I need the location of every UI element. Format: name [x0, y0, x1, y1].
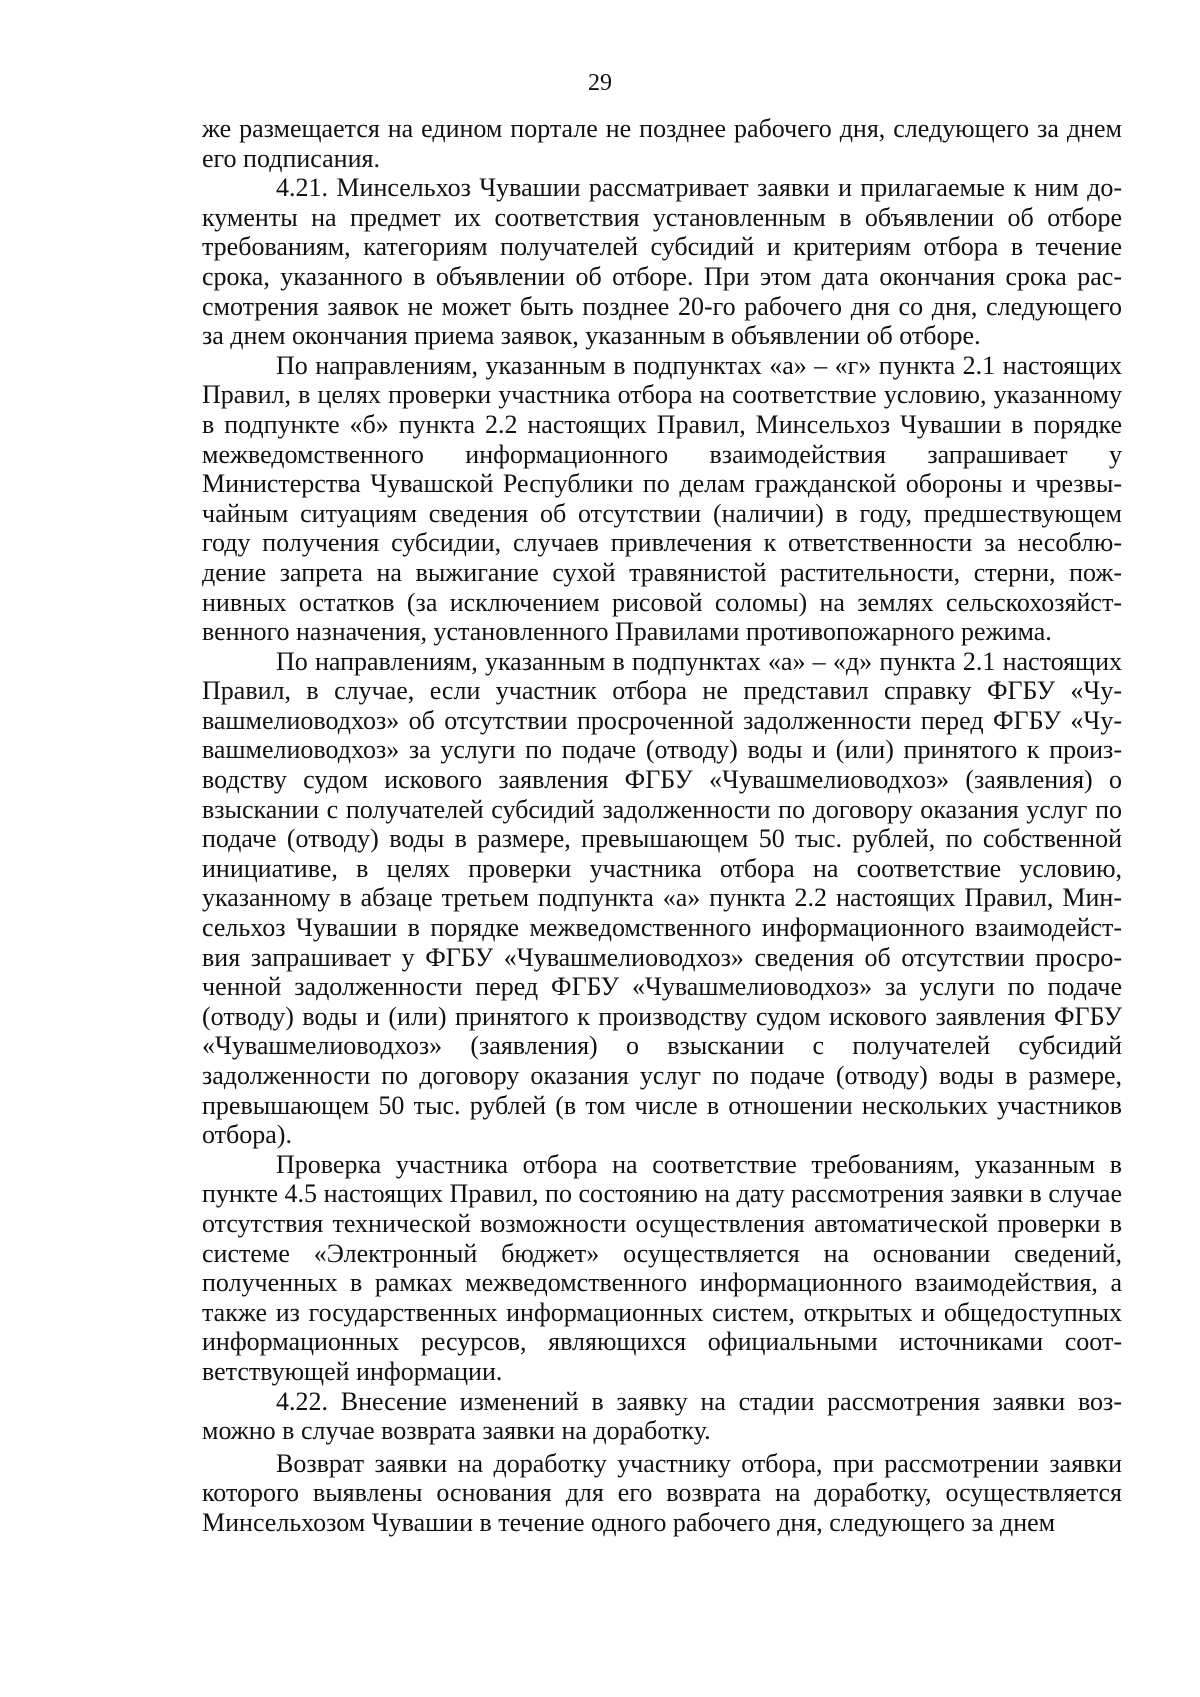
paragraph-return-application: Возврат заявки на доработку участнику отбора, при рассмотрении заявки которого выявлены основания для его возврата на доработку, осуществляется Минсельхозом Чувашии в течение одного рабочего дня, следующего за днем	[202, 1448, 1122, 1537]
paragraph-directions-a-g: По направлениям, указанным в подпунктах «а» – «г» пункта 2.1 настоящих Правил, в целях проверки участника отбора на соответствие условию, указанному в подпункте «б» пункта 2.2 настоящих Правил, Минсельхоз Чувашии в порядке межведомственного информационного взаимодействия запрашивает у Министерства Чувашской Республики по делам гражданской обороны и чрезвычайным ситуациям сведения об отсутствии (наличии) в году, предшествующем году получения субсидии, случаев привлечения к ответственности за несоблюдение запрета на выжигание сухой травянистой растительности, стерни, пожнивных остатков (за исключением рисовой соломы) на землях сельскохозяйственного назначения, установленного Правилами противопожарного режима.	[202, 350, 1122, 647]
paragraph-participant-check: Проверка участника отбора на соответствие требованиям, указанным в пункте 4.5 настоящих Правил, по состоянию на дату рассмотрения заявки в случае отсутствия технической возможности осуществления автоматической проверки в системе «Электронный бюджет» осуществляется на основании сведений, полученных в рамках межведомственного информационного взаимодействия, а также из государственных информационных систем, открытых и общедоступных информационных ресурсов, являющихся официальными источниками соответствующей информации.	[202, 1149, 1122, 1386]
document-body	[202, 114, 1122, 1538]
paragraph-4-21: 4.21. Минсельхоз Чувашии рассматривает заявки и прилагаемые к ним документы на предмет их соответствия установленным в объявлении об отборе требованиям, категориям получателей субсидий и критериям отбора в течение срока, указанного в объявлении об отборе. При этом дата окончания срока рассмотрения заявок не может быть позднее 20-го рабочего дня со дня, следующего за днем окончания приема заявок, указанным в объявлении об отборе.	[202, 173, 1122, 351]
paragraph-4-22: 4.22. Внесение изменений в заявку на стадии рассмотрения заявки возможно в случае возврата заявки на доработку.	[202, 1386, 1122, 1446]
paragraph-directions-a-d: По направлениям, указанным в подпунктах «а» – «д» пункта 2.1 настоящих Правил, в случае, если участник отбора не представил справку ФГБУ «Чувашмелиоводхоз» об отсутствии просроченной задолженности перед ФГБУ «Чувашмелиоводхоз» за услуги по подаче (отводу) воды и (или) принятого к производству судом искового заявления ФГБУ «Чувашмелиоводхоз» (заявления) о взыскании с получателей субсидий задолженности по договору оказания услуг по подаче (отводу) воды в размере, превышающем 50 тыс. рублей, по собственной инициативе, в целях проверки участника отбора на соответствие условию, указанному в абзаце третьем подпункта «а» пункта 2.2 настоящих Правил, Минсельхоз Чувашии в порядке межведомственного информационного взаимодействия запрашивает у ФГБУ «Чувашмелиоводхоз» сведения об отсутствии просроченной задолженности перед ФГБУ «Чувашмелиоводхоз» за услуги по подаче (отводу) воды и (или) принятого к производству судом искового заявления ФГБУ «Чувашмелиоводхоз» (заявления) о взыскании с получателей субсидий задолженности по договору оказания услуг по подаче (отводу) воды в размере, превышающем 50 тыс. рублей (в том числе в отношении нескольких участников отбора).	[202, 646, 1122, 1150]
page-number: 29	[588, 70, 612, 96]
paragraph-continuation: же размещается на едином портале не позднее рабочего дня, следующего за днем его подписания.	[202, 114, 1122, 173]
